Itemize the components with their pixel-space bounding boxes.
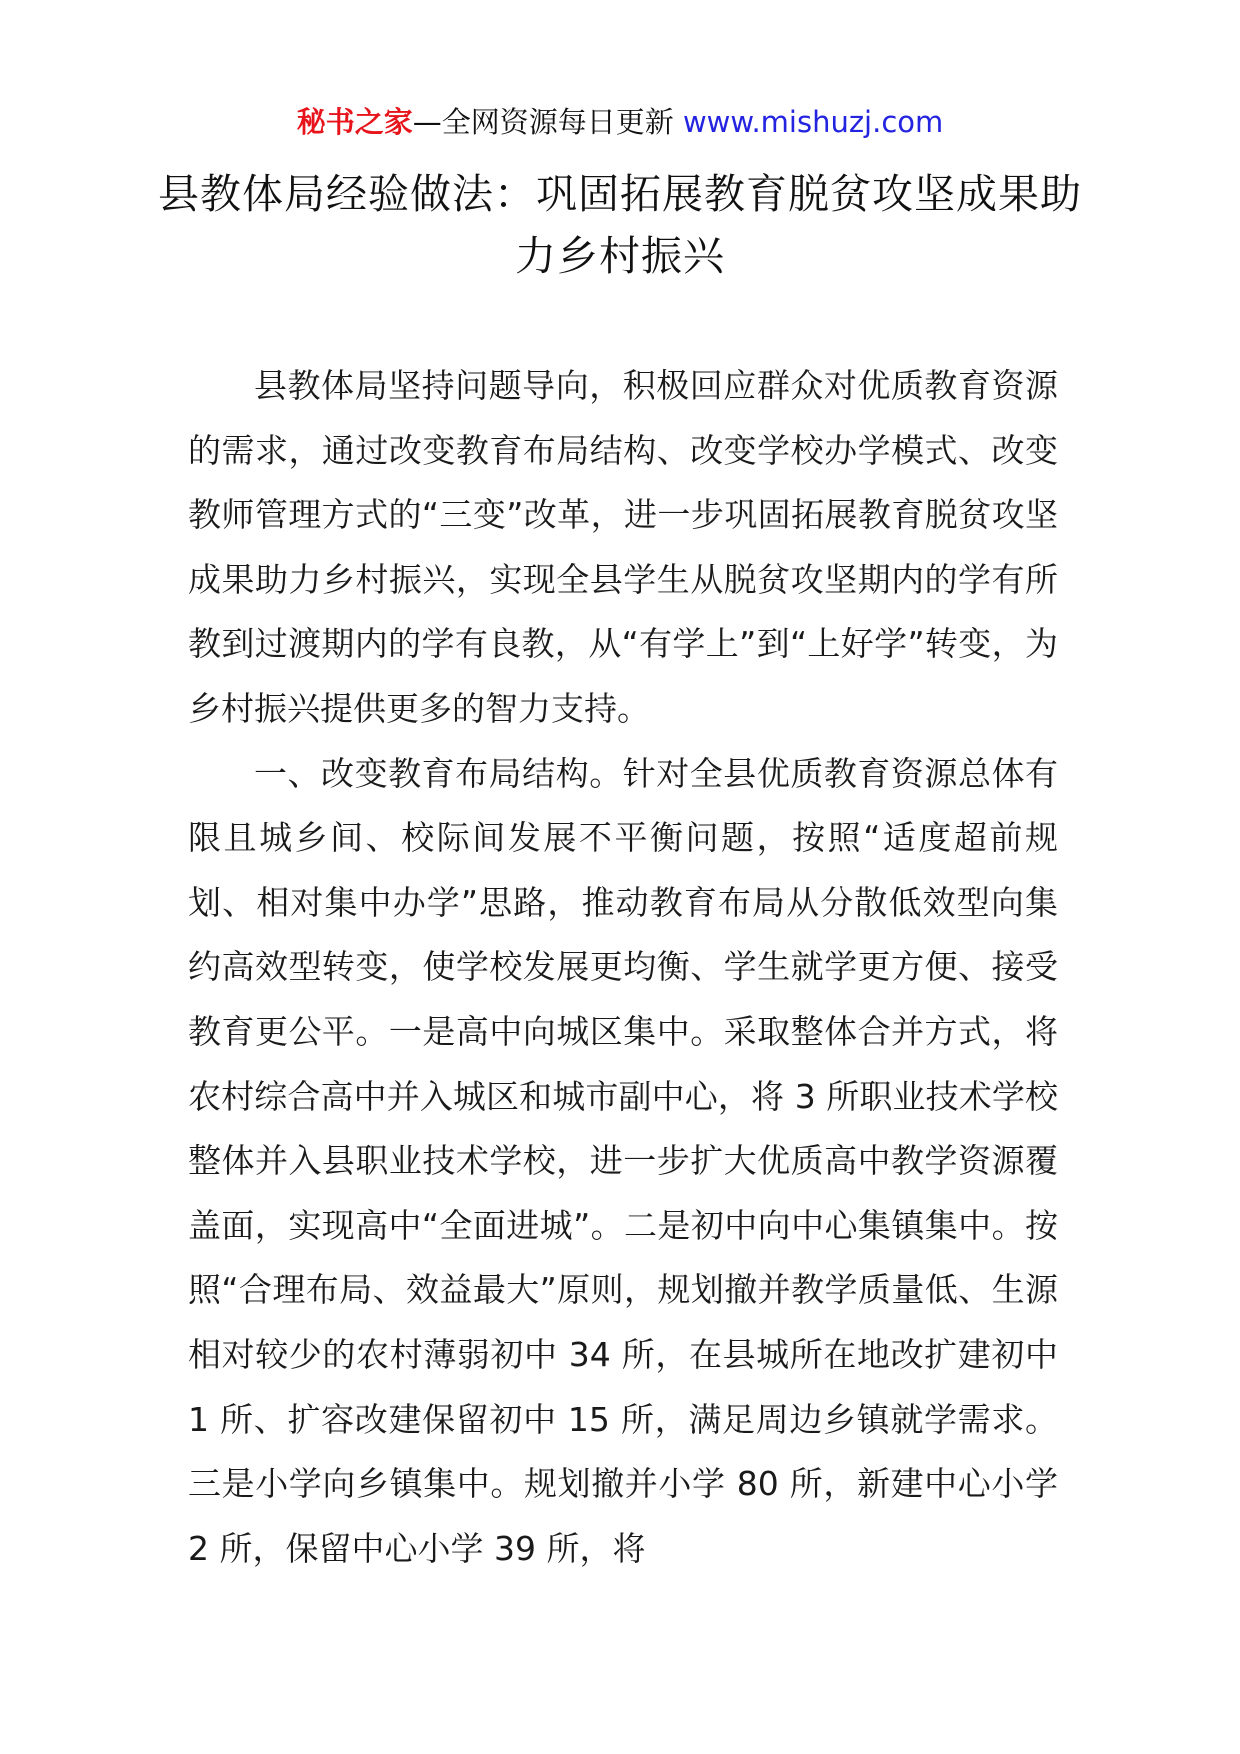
paragraph-section-one: 一、改变教育布局结构。针对全县优质教育资源总体有限且城乡间、校际间发展不平衡问题，按照“适度超前规划、相对集中办学”思路，推动教育布局从分散低效型向集约高效型转变，使学校发展更均衡、学生就学更方便、接受教育更公平。一是高中向城区集中。采取整体合并方式，将农村综合高中并入城区和城市副中心，将 3 所职业技术学校整体并入县职业技术学校，进一步扩大优质高中教学资源覆盖面，实现高中“全面进城”。二是初中向中心集镇集中。按照“合理布局、效益最大”原则，规划撤并教学质量低、生源相对较少的农村薄弱初中 34 所，在县城所在地改扩建初中 1 所、扩容改建保留初中 15 所，满足周边乡镇就学需求。三是小学向乡镇集中。规划撤并小学 80 所，新建中心小学 2 所，保留中心小学 39 所，将 [188, 753, 1058, 1568]
document-title: 县教体局经验做法：巩固拓展教育脱贫攻坚成果助力乡村振兴 [158, 170, 1082, 280]
site-url-link[interactable]: www.mishuzj.com [682, 105, 944, 139]
site-header [0, 102, 1240, 142]
document-body [188, 354, 1058, 1581]
site-brand: 秘书之家 [296, 105, 413, 139]
paragraph-intro: 县教体局坚持问题导向，积极回应群众对优质教育资源的需求，通过改变教育布局结构、改变学校办学模式、改变教师管理方式的“三变”改革，进一步巩固拓展教育脱贫攻坚成果助力乡村振兴，实现全县学生从脱贫攻坚期内的学有所教到过渡期内的学有良教，从“有学上”到“上好学”转变，为乡村振兴提供更多的智力支持。 [188, 366, 1058, 728]
site-tagline: —全网资源每日更新 [412, 105, 683, 139]
